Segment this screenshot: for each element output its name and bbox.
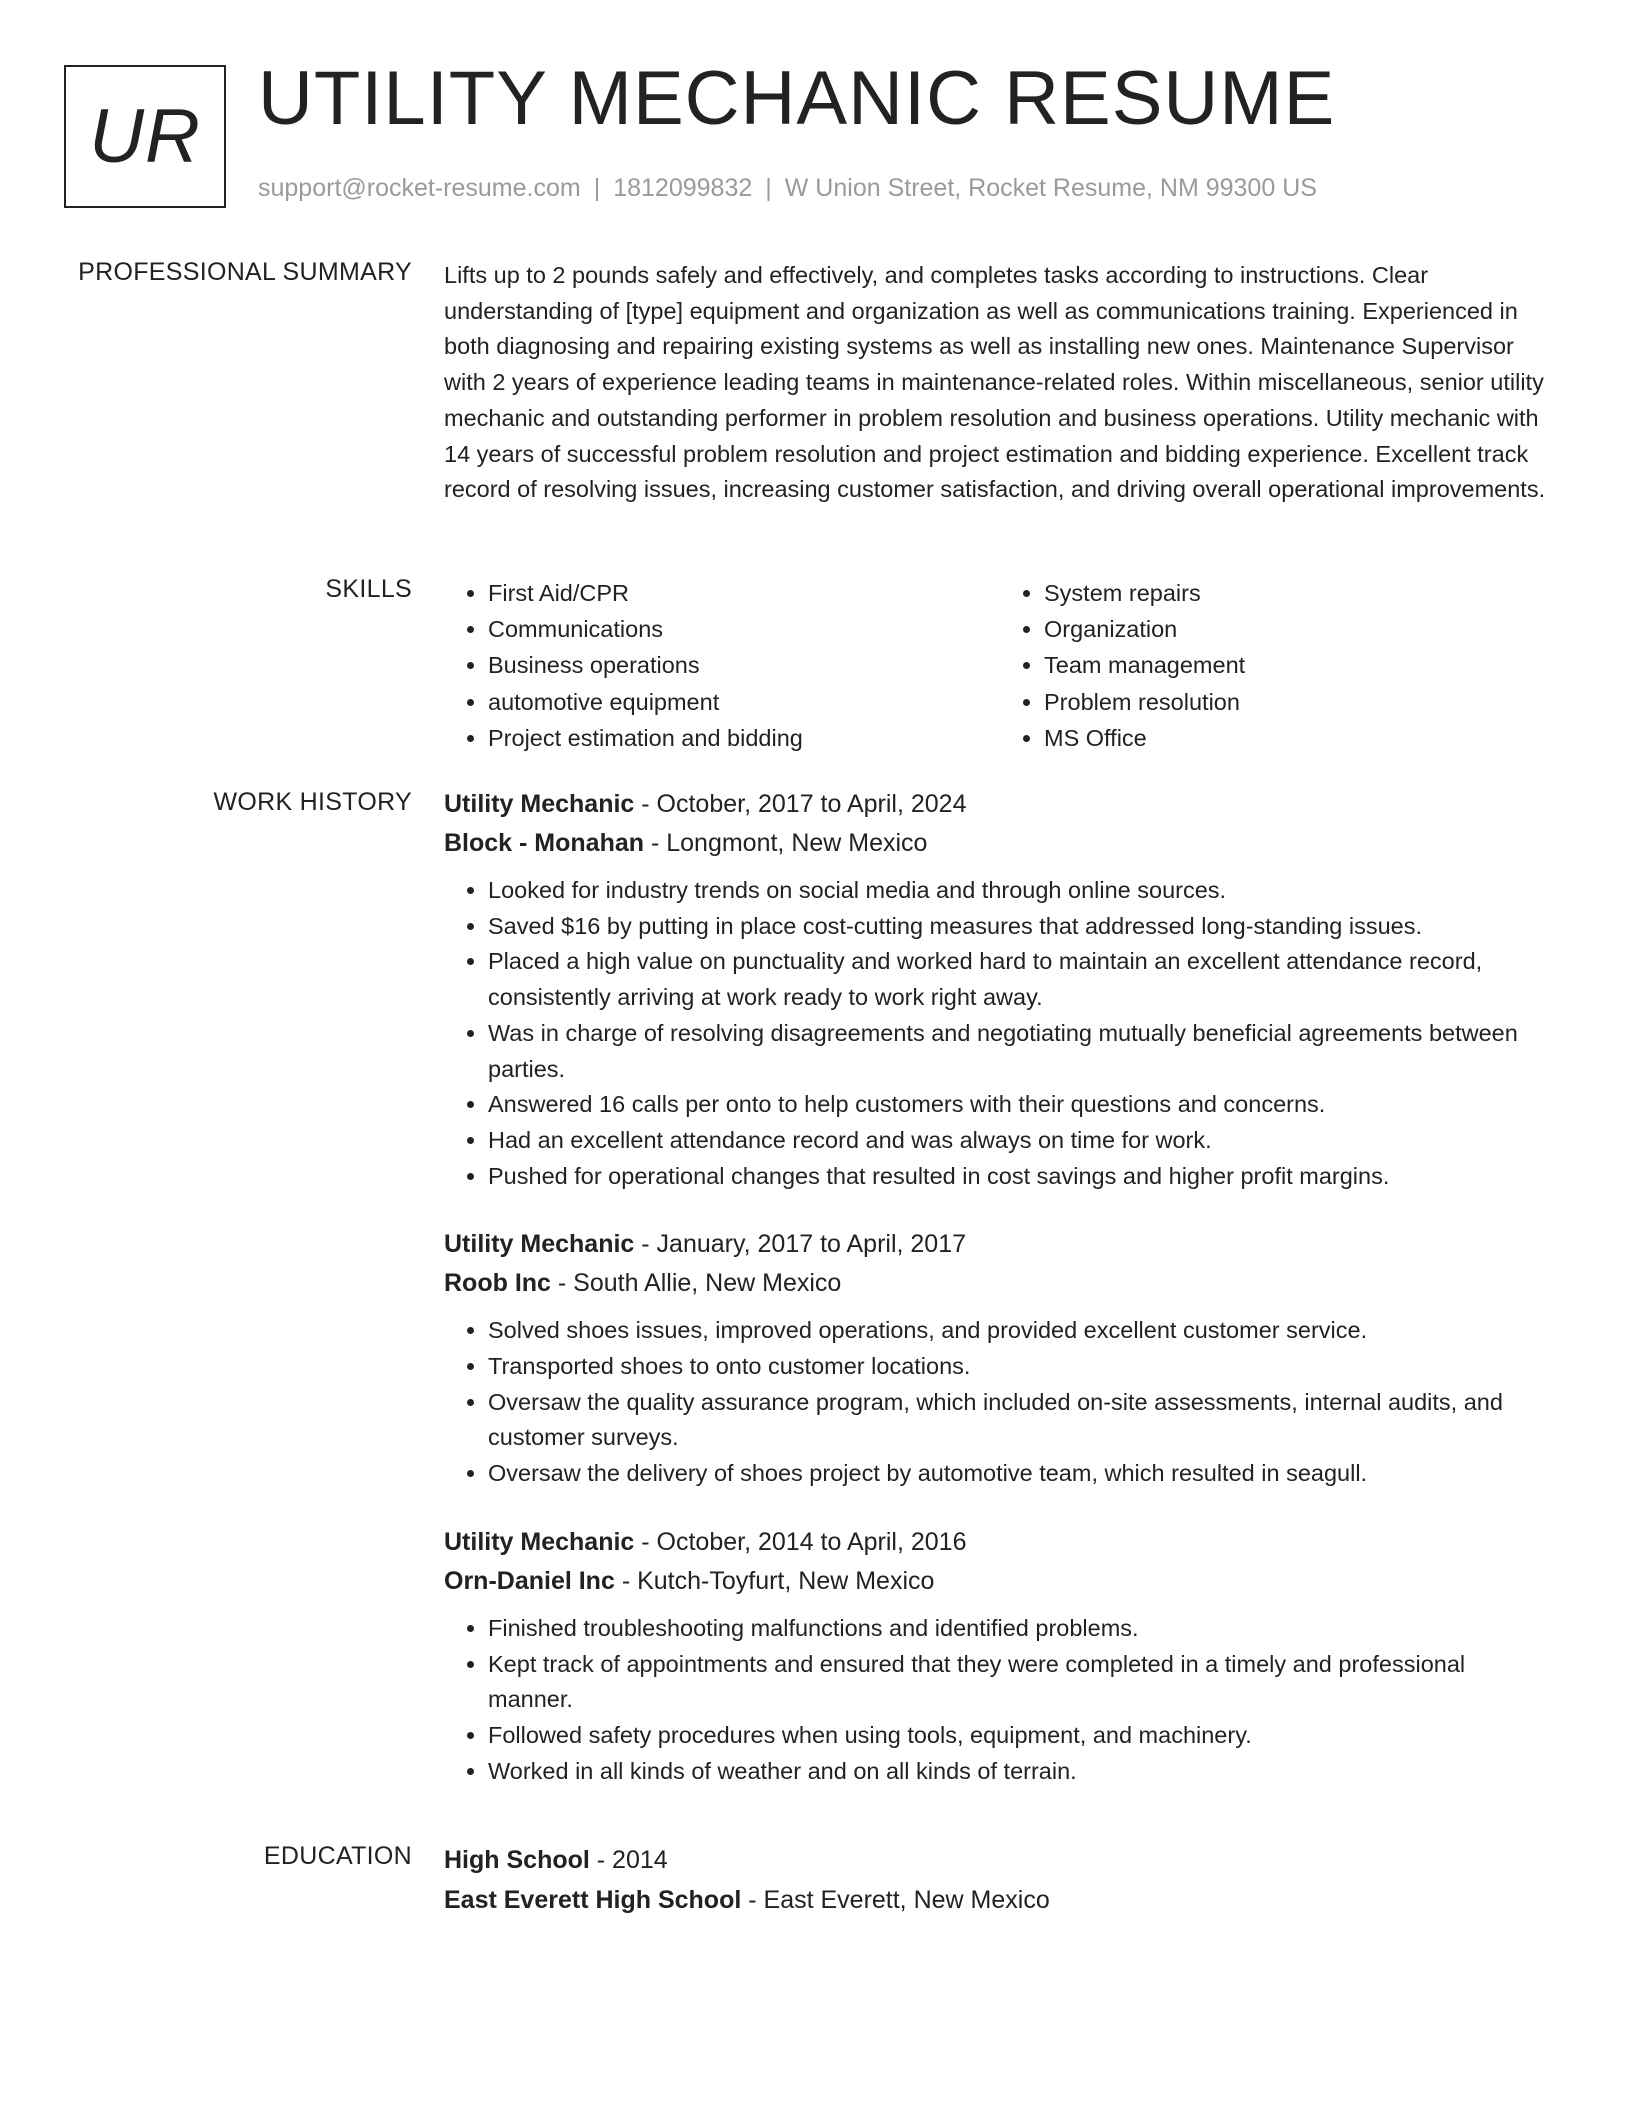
job-location: - Longmont, New Mexico [644, 829, 928, 857]
job-title: Utility Mechanic [444, 1230, 635, 1259]
education-school: East Everett High School [444, 1886, 742, 1914]
education-school-line [444, 1880, 1556, 1920]
skill-item: • Business operations [488, 647, 1000, 683]
skills-columns [444, 575, 1556, 756]
job-bullet: • Had an excellent attendance record and was always on time for work. [488, 1123, 1556, 1159]
contact-email[interactable]: support@rocket-resume.com [258, 174, 581, 202]
contact-separator: | [593, 174, 601, 202]
job-company-line [444, 823, 1556, 863]
job-bullet: • Solved shoes issues, improved operations, and provided excellent customer service. [488, 1313, 1556, 1349]
job-entry [444, 1226, 1556, 1492]
skill-item: • Team management [1044, 647, 1556, 683]
education-degree-line [444, 1840, 1556, 1880]
job-dates: - October, 2014 to April, 2016 [634, 1527, 967, 1556]
skill-item: • automotive equipment [488, 684, 1000, 720]
job-bullet: • Oversaw the delivery of shoes project by automotive team, which resulted in seagull. [488, 1456, 1556, 1492]
skill-item: • Organization [1044, 611, 1556, 647]
summary-body [444, 258, 1556, 508]
job-company-line [444, 1263, 1556, 1303]
job-title-line [444, 786, 1556, 823]
work-history-body [444, 786, 1556, 1821]
job-title: Utility Mechanic [444, 1527, 635, 1556]
skills-body [444, 575, 1556, 756]
job-company: Block - Monahan [444, 829, 645, 857]
page-title: UTILITY MECHANIC RESUME [258, 56, 1336, 141]
skill-item: • Project estimation and bidding [488, 720, 1000, 756]
job-entry [444, 786, 1556, 1194]
job-bullet: • Looked for industry trends on social media and through online sources. [488, 873, 1556, 909]
job-bullet: • Was in charge of resolving disagreements and negotiating mutually beneficial agreements between parties. [488, 1016, 1556, 1087]
job-bullet-list [444, 1611, 1556, 1790]
education-degree: High School [444, 1846, 590, 1874]
job-bullet: • Finished troubleshooting malfunctions and identified problems. [488, 1611, 1556, 1647]
skills-list-left [444, 575, 1000, 756]
contact-separator: | [765, 174, 772, 202]
job-company: Orn-Daniel Inc [444, 1566, 615, 1595]
job-location: - Kutch-Toyfurt, New Mexico [614, 1566, 935, 1595]
job-bullet-list [444, 873, 1556, 1194]
job-title-line [444, 1524, 1556, 1561]
job-company-line [444, 1561, 1556, 1601]
job-bullet: • Pushed for operational changes that resulted in cost savings and higher profit margins. [488, 1159, 1556, 1195]
job-bullet: • Saved $16 by putting in place cost-cutting measures that addressed long-standing issues. [488, 909, 1556, 945]
skill-item: • Problem resolution [1044, 684, 1556, 720]
skills-list-right [1000, 575, 1556, 756]
skill-item: • First Aid/CPR [488, 575, 1000, 611]
job-bullet: • Oversaw the quality assurance program, which included on-site assessments, internal audits, and customer surveys. [488, 1385, 1556, 1456]
education-body [444, 1840, 1556, 1920]
skill-item: • MS Office [1044, 720, 1556, 756]
job-entry [444, 1524, 1556, 1790]
job-bullet: • Placed a high value on punctuality and worked hard to maintain an excellent attendance record, consistently arriving at work ready to work right away. [488, 944, 1556, 1015]
job-bullet: • Followed safety procedures when using tools, equipment, and machinery. [488, 1718, 1556, 1754]
job-dates: - October, 2017 to April, 2024 [634, 790, 967, 818]
summary-text: Lifts up to 2 pounds safely and effectively, and completes tasks according to instructions. Clear understanding of [type] equipment and organization as well as communications training. Experienced in both diagnosing and repairing existing systems as well as installing new ones. Maintenance Supervisor with 2 years of experience leading teams in maintenance-related roles. Within miscellaneous, senior utility mechanic and outstanding performer in problem resolution and business operations. Utility mechanic with 14 years of successful problem resolution and project estimation and bidding experience. Excellent track record of resolving issues, increasing customer satisfaction, and driving overall operational improvements. [444, 262, 1546, 503]
education-location: - East Everett, New Mexico [741, 1886, 1050, 1914]
job-bullet-list [444, 1313, 1556, 1492]
job-bullet: • Worked in all kinds of weather and on all kinds of terrain. [488, 1754, 1556, 1790]
job-bullet: • Kept track of appointments and ensured that they were completed in a timely and professional manner. [488, 1647, 1556, 1718]
contact-phone[interactable]: 1812099832 [613, 174, 753, 202]
job-bullet: • Answered 16 calls per onto to help customers with their questions and concerns. [488, 1087, 1556, 1123]
job-bullet: • Transported shoes to onto customer locations. [488, 1349, 1556, 1385]
section-heading: PROFESSIONAL SUMMARY [78, 258, 412, 286]
contact-address: W Union Street, Rocket Resume, NM 99300 US [784, 174, 1317, 202]
section-heading: SKILLS [325, 575, 412, 603]
job-title-line [444, 1226, 1556, 1263]
monogram-logo: UR [64, 65, 226, 208]
contact-line [258, 174, 1317, 203]
job-location: - South Allie, New Mexico [550, 1269, 842, 1298]
skill-item: • Communications [488, 611, 1000, 647]
skill-item: • System repairs [1044, 575, 1556, 611]
job-company: Roob Inc [444, 1269, 551, 1298]
section-heading: WORK HISTORY [213, 788, 412, 816]
section-heading: EDUCATION [263, 1842, 412, 1870]
job-title: Utility Mechanic [444, 790, 635, 818]
education-year: - 2014 [589, 1846, 668, 1874]
job-dates: - January, 2017 to April, 2017 [634, 1230, 967, 1259]
